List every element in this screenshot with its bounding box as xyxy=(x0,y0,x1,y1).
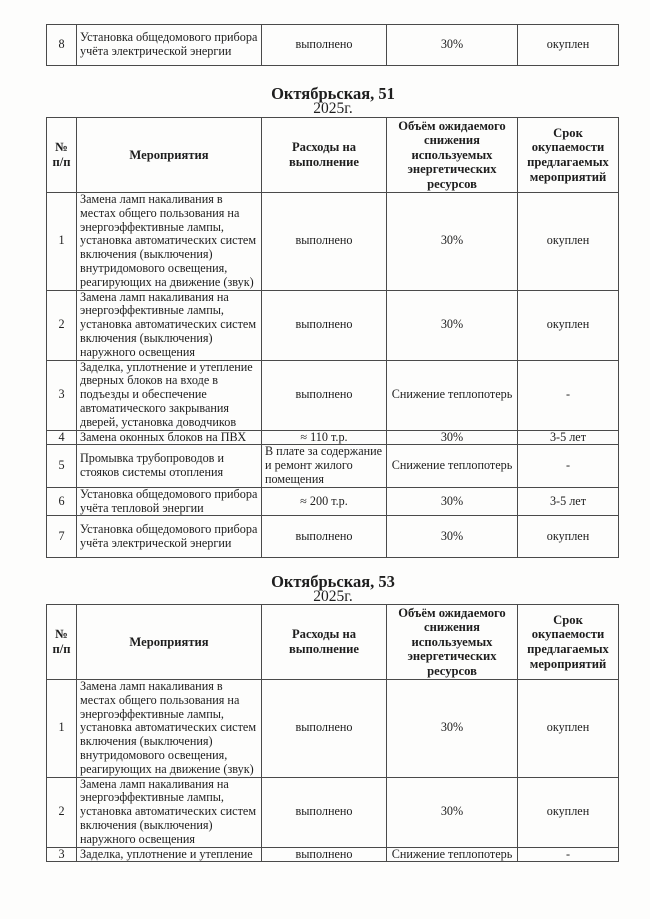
measure-cell: Замена ламп накаливания в местах общего пользования на энергоэффективные лампы, установка автоматических систем включения (выключения) внутридомового освещения, реагирующих на движение (звук) xyxy=(77,193,262,291)
row-number: 1 xyxy=(47,193,77,291)
measure-cell: Замена оконных блоков на ПВХ xyxy=(77,430,262,445)
table-row xyxy=(47,516,619,558)
measure-cell: Установка общедомового прибора учёта электрической энергии xyxy=(77,516,262,558)
cost-cell: выполнено xyxy=(262,680,387,778)
row-number: 8 xyxy=(47,25,77,66)
row-number: 1 xyxy=(47,680,77,778)
header-reduction: Объём ожидаемого снижения используемых энергетических ресурсов xyxy=(387,118,518,193)
table-header-row xyxy=(47,118,619,193)
row-number: 6 xyxy=(47,487,77,516)
cost-cell: выполнено xyxy=(262,193,387,291)
measures-table-53 xyxy=(46,604,619,862)
payback-cell: окуплен xyxy=(518,290,619,360)
reduction-cell: 30% xyxy=(387,777,518,847)
row-number: 3 xyxy=(47,360,77,430)
header-num: № п/п xyxy=(47,605,77,680)
table-row xyxy=(47,847,619,862)
table-row xyxy=(47,487,619,516)
header-cost: Расходы на выполнение xyxy=(262,605,387,680)
cost-cell: выполнено xyxy=(262,290,387,360)
measure-cell: Заделка, уплотнение и утепление дверных блоков на входе в подъезды и обеспечение автоматического закрывания дверей, установка доводчиков xyxy=(77,360,262,430)
payback-cell: окуплен xyxy=(518,516,619,558)
cost-cell: ≈ 110 т.р. xyxy=(262,430,387,445)
measures-table-51 xyxy=(46,117,619,558)
reduction-cell: 30% xyxy=(387,290,518,360)
cost-cell: выполнено xyxy=(262,360,387,430)
section-title: Октябрьская, 53 xyxy=(271,572,395,591)
payback-cell: 3-5 лет xyxy=(518,430,619,445)
measure-cell: Замена ламп накаливания в местах общего пользования на энергоэффективные лампы, установка автоматических систем включения (выключения) внутридомового освещения, реагирующих на движение (звук) xyxy=(77,680,262,778)
table-row xyxy=(47,777,619,847)
payback-cell: окуплен xyxy=(518,25,619,66)
reduction-cell: Снижение теплопотерь xyxy=(387,847,518,862)
reduction-cell: 30% xyxy=(387,487,518,516)
cost-cell: выполнено xyxy=(262,516,387,558)
measure-cell: Промывка трубопроводов и стояков системы отопления xyxy=(77,445,262,487)
row-number: 2 xyxy=(47,777,77,847)
reduction-cell: 30% xyxy=(387,430,518,445)
measure-cell: Замена ламп накаливания на энергоэффективные лампы, установка автоматических систем включения (выключения) наружного освещения xyxy=(77,290,262,360)
table-row xyxy=(47,430,619,445)
payback-cell: окуплен xyxy=(518,777,619,847)
cost-cell: выполнено xyxy=(262,847,387,862)
section-title: Октябрьская, 51 xyxy=(271,84,395,103)
header-num: № п/п xyxy=(47,118,77,193)
reduction-cell: 30% xyxy=(387,25,518,66)
header-measure: Мероприятия xyxy=(77,605,262,680)
cost-cell: выполнено xyxy=(262,25,387,66)
table-row xyxy=(47,680,619,778)
row-number: 7 xyxy=(47,516,77,558)
section-year: 2025г. xyxy=(313,588,353,605)
payback-cell: - xyxy=(518,360,619,430)
header-payback: Срок окупаемости предлагаемых мероприятий xyxy=(518,118,619,193)
reduction-cell: Снижение теплопотерь xyxy=(387,360,518,430)
cost-cell: выполнено xyxy=(262,777,387,847)
reduction-cell: 30% xyxy=(387,193,518,291)
measure-cell: Заделка, уплотнение и утепление xyxy=(77,847,262,862)
row-number: 4 xyxy=(47,430,77,445)
row-number: 2 xyxy=(47,290,77,360)
table-row xyxy=(47,193,619,291)
payback-cell: окуплен xyxy=(518,193,619,291)
reduction-cell: Снижение теплопотерь xyxy=(387,445,518,487)
measure-cell: Установка общедомового прибора учёта тепловой энергии xyxy=(77,487,262,516)
reduction-cell: 30% xyxy=(387,680,518,778)
reduction-cell: 30% xyxy=(387,516,518,558)
row-number: 5 xyxy=(47,445,77,487)
header-payback: Срок окупаемости предлагаемых мероприятий xyxy=(518,605,619,680)
payback-cell: - xyxy=(518,445,619,487)
payback-cell: - xyxy=(518,847,619,862)
table-row xyxy=(47,445,619,487)
header-reduction: Объём ожидаемого снижения используемых энергетических ресурсов xyxy=(387,605,518,680)
row-number: 3 xyxy=(47,847,77,862)
measure-cell: Установка общедомового прибора учёта электрической энергии xyxy=(77,25,262,66)
header-measure: Мероприятия xyxy=(77,118,262,193)
table-row xyxy=(47,25,619,66)
header-cost: Расходы на выполнение xyxy=(262,118,387,193)
cost-cell: В плате за содержание и ремонт жилого помещения xyxy=(262,445,387,487)
section-year: 2025г. xyxy=(313,100,353,117)
payback-cell: 3-5 лет xyxy=(518,487,619,516)
cost-cell: ≈ 200 т.р. xyxy=(262,487,387,516)
table-row xyxy=(47,360,619,430)
table-row xyxy=(47,290,619,360)
measure-cell: Замена ламп накаливания на энергоэффективные лампы, установка автоматических систем включения (выключения) наружного освещения xyxy=(77,777,262,847)
previous-measures-table xyxy=(46,24,619,66)
payback-cell: окуплен xyxy=(518,680,619,778)
table-header-row xyxy=(47,605,619,680)
